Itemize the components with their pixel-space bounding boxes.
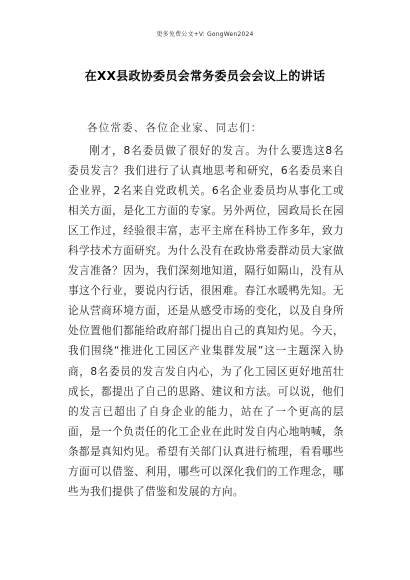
header-note: 更多免费公文+V: GongWen2024 xyxy=(156,31,254,38)
body-paragraph: 刚才，8名委员做了很好的发言。为什么要选这8名委员发言？我们进行了认真地思考和研究，6名委员来自企业界，2名来自党政机关。6名企业委员均从事化工或相关方面，是化工方面的专家。另外两位，园政局长在园区工作过，经验很丰富，志平主席在科协工作多年，致力科学技术方面研究。为什么没有在政协常委群动员大家做发言准备？因为，我们深刻地知道，隔行如隔山，没有从事这个行业，要说内行话，很困难。春江水暖鸭先知。无论从营商环境方面，还是从感受市场的变化，以及自身所处位置他们都能给政府部门提出自己的真知灼见。今天，我们围绕“推进化工园区产业集群发展”这一主题深入协商，8名委员的发言发自内心，为了化工园区更好地茁壮成长，都提出了自己的思路、建议和方法。可以说，他们的发言已超出了自身企业的能力，站在了一个更高的层面，是一个负责任的化工企业在此时发自内心地呐喊，条条都是真知灼见。希望有关部门认真进行梳理，看看哪些方面可以借鉴、利用，哪些可以深化我们的工作理念，哪些为我们提供了借鉴和发展的方向。 xyxy=(68,145,344,498)
salutation: 各位常委、各位企业家、同志们： xyxy=(87,122,263,134)
document-title: 在XX县政协委员会常务委员会会议上的讲话 xyxy=(84,69,326,83)
